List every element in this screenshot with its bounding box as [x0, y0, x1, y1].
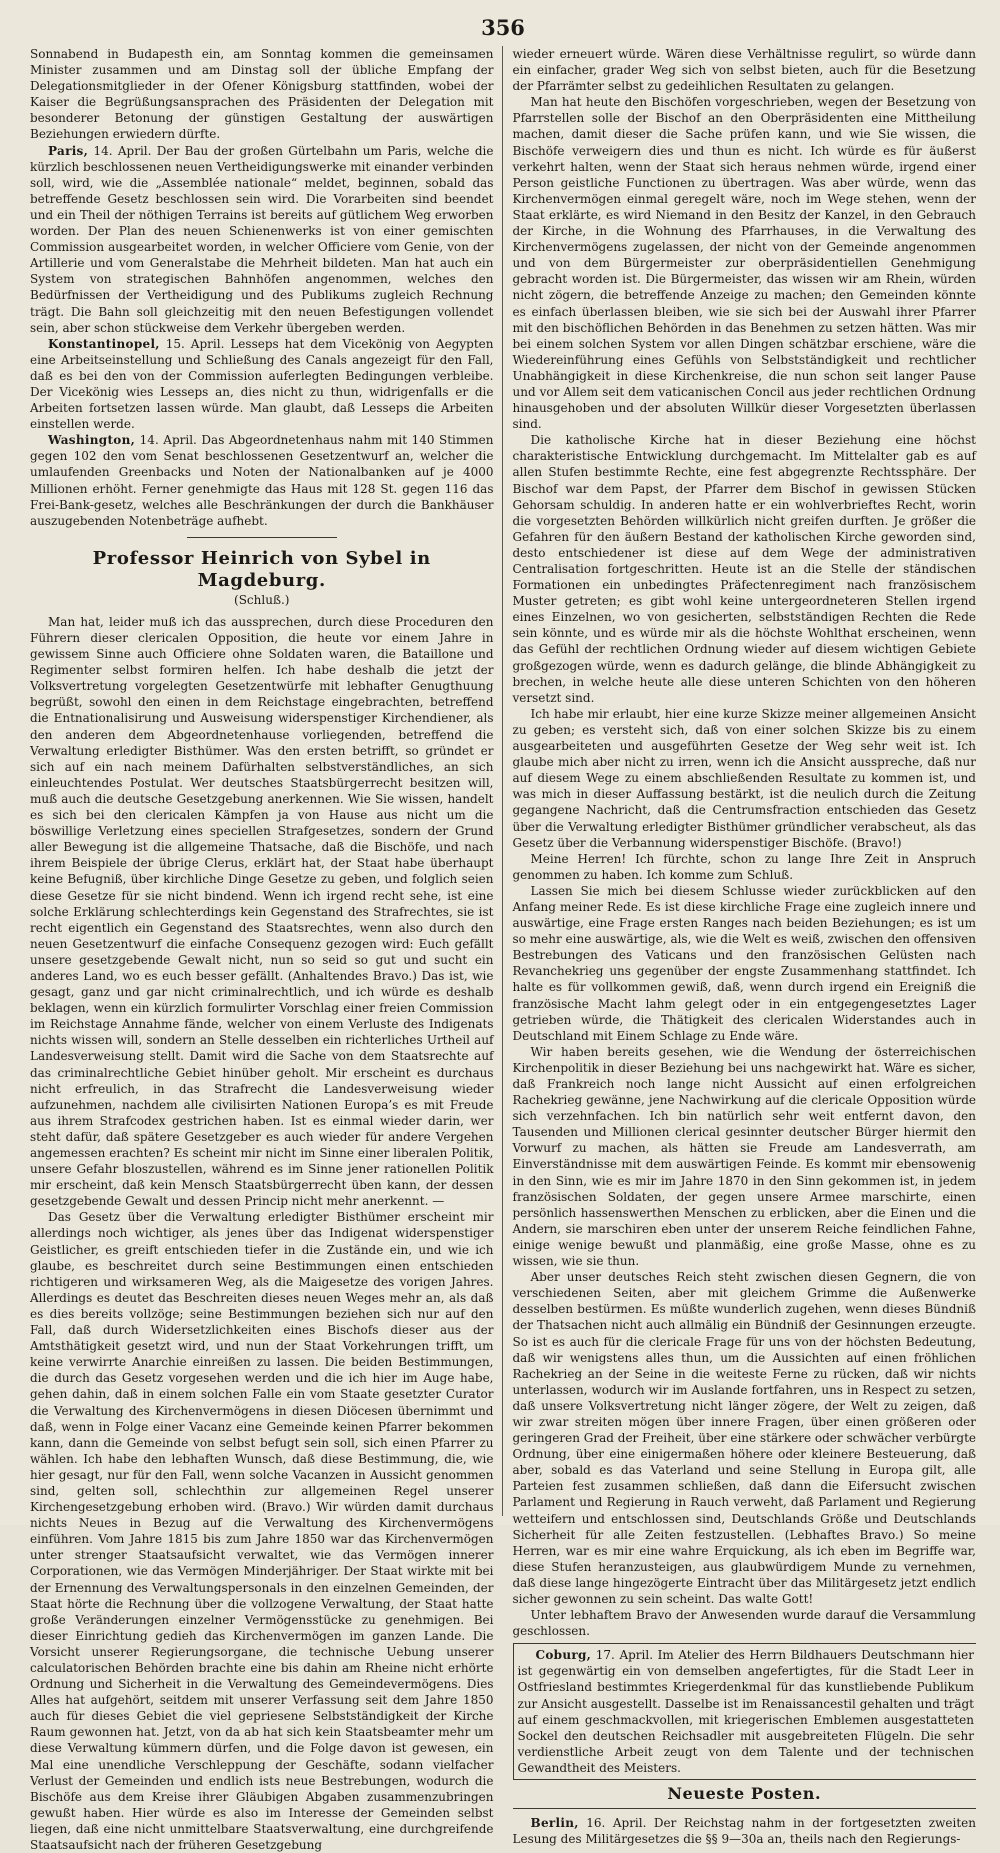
page-number: 356: [481, 15, 525, 40]
article-paragraph: Ich habe mir erlaubt, hier eine kurze Skizze meiner allgemeinen Ansicht zu geben; es versteht sich, daß von einer solchen Skizze bis zu einem ausgearbeiteten und ausgeführten Gesetze der Weg sehr weit ist. Ich glaube mich aber nicht zu irren, wenn ich die Ansicht ausspreche, daß nur auf diesem Wege zu einem abschließenden Resultate zu kommen ist, und was mich in dieser Auffassung bestärkt, ist die neulich durch die Zeitung gegangene Nachricht, daß die Centrumsfraction entschieden das Gesetz über die Verwaltung erledigter Bisthümer gründlicher verabscheut, als das Gesetz über die Verbannung widerspenstiger Bischöfe. (Bravo!): [512, 706, 976, 850]
paris-item: [30, 143, 494, 336]
news-section-title: Neueste Posten.: [667, 1784, 822, 1804]
washington-text: 14. April. Das Abgeordnetenhaus nahm mit 140 Stimmen gegen 102 den vom Senat beschlossenen Gesetzentwurf an, welcher die umlaufenden Greenbacks und Noten der Nationalbanken auf je 4000 Millionen erhöht. Ferner genehmigte das Haus mit 128 St. gegen 116 das Frei-Bank-gesetz, welches alle Beschränkungen der durch die Bankhäuser auszugebenden Notenbeträge aufhebt.: [30, 433, 494, 528]
washington-item: [30, 432, 494, 529]
coburg-box: [513, 1643, 977, 1780]
article-paragraph: Aber unser deutsches Reich steht zwischen diesen Gegnern, die von verschiedenen Seiten, aber mit gleichem Grimme die Außenwerke desselben bestürmen. Es müßte wunderlich zugehen, wenn dieses Bündniß der Thatsachen nicht auch allmälig ein Bündniß der Gesinnungen erzeugte. So ist es auch für die clericale Frage für uns von der höchsten Bedeutung, daß wir wenigstens alles thun, um die Aussichten auf einen fröhlichen Rachekrieg an der Seine in die weiteste Ferne zu rücken, daß wir nichts unterlassen, wodurch wir im Auslande fortfahren, uns in Respect zu setzen, daß unsere Volksvertretung nicht länger zögere, der Welt zu zeigen, daß wir zwar streiten mögen über innere Fragen, über einen größeren oder geringeren Grad der Freiheit, über eine stärkere oder schwächer verbürgte Ordnung, über eine einigermaßen höhere oder kleinere Besteuerung, daß aber, sobald es das Vaterland und seine Stellung in Europa gilt, alle Parteien fest zusammen schließen, daß dann die Eifersucht zwischen Parlament und Regierung in Rauch verweht, daß Parlament und Regierung wetteifern und entschlossen sind, Deutschlands Größe und Deutschlands Sicherheit für alle Zeiten festzustellen. (Lebhaftes Bravo.) So meine Herren, war es mir eine wahre Erquickung, als ich eben im Begriffe war, diese Stufen heranzusteigen, aus glaubwürdigem Munde zu vernehmen, daß diese lange hingezögerte Eintracht über das Militärgesetz jetzt endlich sicher gewonnen zu sein scheint. Das walte Gott!: [512, 1270, 976, 1606]
left-column: [30, 46, 502, 1853]
closing-paragraph: Unter lebhaftem Bravo der Anwesenden wurde darauf die Versammlung geschlossen.: [512, 1608, 976, 1639]
article-paragraph: Wir haben bereits gesehen, wie die Wendung der österreichischen Kirchenpolitik in dieser Beziehung bei uns nachgewirkt hat. Wäre es sicher, daß Frankreich noch lange nicht Aussicht auf einen erfolgreichen Rachekrieg gewänne, jene Nachwirkung auf die clericale Opposition würde sich verzehnfachen. Ich bin natürlich sehr weit entfernt davon, den Tausenden und Millionen clerical gesinnter deutscher Bürger hiermit den Vorwurf zu machen, als hätten sie Freude am Landesverrath, am Einverständnisse mit dem auswärtigen Feinde. Es kommt mir ebensowenig in den Sinn, wie es mir im Jahre 1870 in den Sinn gekommen ist, in jedem französischen Soldaten, der gegen unsere Armee marschirte, einen persönlich hassenswerthen Menschen zu erblicken, aber die Einen und die Andern, sie marschiren eben unter der unserem Reiche feindlichen Fahne, einige wenige bewußt und planmäßig, eine große Masse, ohne es zu wissen, wie sie thun.: [512, 1044, 976, 1269]
article-paragraph: Das Gesetz über die Verwaltung erledigter Bisthümer erscheint mir allerdings noch wichtiger, als jenes über das Indigenat widerspenstiger Geistlicher, es greift entschieden tiefer in die Zustände ein, und wie ich glaube, es beschreitet durch seine Bestimmungen einen entschieden richtigeren und wirksameren Weg, als die Maigesetze des vorigen Jahres. Allerdings es deutet das Beschreiten dieses neuen Weges mehr an, als daß es dies bereits vollzöge; seine Bestimmungen beziehen sich nur auf den Fall, daß durch Widersetzlichkeiten eines Bischofs dieser aus der Amtsthätigkeit gesetzt wird, und nun der Staat Vorkehrungen trifft, um keine verwirrte Anarchie einreißen zu lassen. Die beiden Bestimmungen, die durch das Gesetz vorgesehen werden und die ich hier im Auge habe, gehen dahin, daß in einem solchen Falle ein vom Staate gesetzter Curator die Verwaltung des Kirchenvermögens in diesen Diöcesen übernimmt und daß, wenn in Folge einer Vacanz eine Gemeinde keinen Pfarrer bekommen kann, dann die Gemeinde von selbst befugt sein soll, sich einen Pfarrer zu wählen. Ich habe den lebhaften Wunsch, daß diese Bestimmung, die, wie hier gesagt, nur für den Fall, wenn solche Vacanzen in Aussicht genommen sind, gelten soll, schlechthin zur allgemeinen Regel unserer Kirchengesetzgebung erhoben wird. (Bravo.) Wir würden damit durchaus nichts Neues in Bezug auf die Verwaltung des Kirchenvermögens einführen. Vom Jahre 1815 bis zum Jahre 1850 war das Kirchenvermögen unter strenger Staatsaufsicht verwaltet, wie das Vermögen innerer Corporationen, wie das Vermögen Minderjähriger. Der Staat wirkte mit bei der Ernennung des Verwaltungspersonals in den einzelnen Gemeinden, der Staat hörte die Rechnung über die vollzogene Verwaltung, der Staat hatte große Veränderungen einzelner Vermögensstücke zu genehmigen. Bei dieser Einrichtung gedieh das Kirchenvermögen im ganzen Lande. Die Vorsicht unserer Regierungsorgane, die technische Uebung unserer calculatorischen Behörden brachte eine bis dahin am Rheine nicht erhörte Ordnung und Sicherheit in die Verwaltung des Gemeindevermögens. Dies Alles hat aufgehört, seitdem mit unserer Verfassung seit dem Jahre 1850 auch für dieses Gebiet die viel gepriesene Selbstständigkeit der Kirche Raum gewonnen hat. Jetzt, von da ab hat sich kein Staatsbeamter mehr um diese Verwaltung kümmern dürfen, und die Folge davon ist gewesen, ein Mal eine unendliche Verschleppung der Geschäfte, sodann vielfacher Verlust der Gemeinden und endlich ists neue Bestrebungen, wodurch die Bischöfe aus dem Kreise ihrer Gläubigen Abgaben zusammenzubringen gewußt haben. Hier würde es also im Interesse der Gemeinden selbst liegen, daß eine nicht unmittelbare Staatsverwaltung, eine durchgreifende Staatsaufsicht nach der früheren Gesetzgebung: [30, 1210, 494, 1853]
coburg-dateline: Coburg,: [535, 1648, 592, 1663]
article-paragraph: Die katholische Kirche hat in dieser Beziehung eine höchst charakteristische Entwicklung durchgemacht. Im Mittelalter gab es auf allen Stufen bestimmte Rechte, eine fest abgegrenzte Rechtssphäre. Der Bischof war dem Papst, der Pfarrer dem Bischof in gewissen Stücken Gehorsam schuldig. In anderen hatte er ein wohlverbrieftes Recht, worin die vorgesetzten Behörden willkürlich nicht greifen durften. Je größer die Gefahren für den äußern Bestand der katholischen Kirche geworden sind, desto entschiedener ist diese auf dem Wege der administrativen Centralisation fortgeschritten. Heute ist an die Stelle der ständischen Formationen ein unbedingtes Präfectenregiment nach französischem Muster getreten; es gibt wohl keine untergeordneteren Stellen irgend eines Einzelnen, wo von gesicherten, selbstständigen Rechten die Rede sein könnte, und es würde mir als die höchste Wohlthat erscheinen, wenn das Gefühl der rechtlichen Ordnung wieder auf diesem wichtigen Gebiete großgezogen würde, wenn es dadurch gelänge, die blinde Abhängigkeit zu brechen, in welche heute alle diese unteren Schichten von den höheren versetzt sind.: [512, 433, 976, 705]
coburg-text: 17. April. Im Atelier des Herrn Bildhauers Deutschmann hier ist gegenwärtig ein von demselben angefertigtes, für die Stadt Leer in Ostfriesland bestimmtes Kriegerdenkmal für das kunstliebende Publikum zur Ansicht ausgestellt. Dasselbe ist im Renaissancestil gehalten und trägt auf einem geschmackvollen, mit kriegerischen Emblemen ausgestatteten Sockel den deutschen Reichsadler mit ausgebreiteten Flügeln. Die sehr verdienstliche Arbeit zeugt von dem Talente und der technischen Gewandtheit des Meisters.: [517, 1648, 974, 1775]
article-paragraph: Meine Herren! Ich fürchte, schon zu lange Ihre Zeit in Anspruch genommen zu haben. Ich komme zum Schluß.: [512, 851, 976, 882]
paris-text: 14. April. Der Bau der großen Gürtelbahn um Paris, welche die kürzlich beschlossenen neuen Vertheidigungswerke mit einander verbinden soll, wird, wie die „Assemblée nationale“ meldet, beginnen, sobald das betreffende Gesetz beschlossen sein wird. Die Vorarbeiten sind beendet und ein Theil der nöthigen Terrains ist bereits auf gütlichem Weg erworben worden. Der Plan des neuen Schienenwerks ist von einer gemischten Commission ausgearbeitet worden, in welcher Officiere vom Genie, von der Artillerie und vom Generalstabe die Mehrheit bildeten. Man hat auch ein System von strategischen Bahnhöfen angenommen, welches den Bedürfnissen der Vertheidigung und des Publikums zugleich Rechnung trägt. Die Bahn soll gleichzeitig mit den neuen Befestigungen vollendet sein, aber schon stückweise dem Verkehr übergeben werden.: [30, 143, 494, 335]
berlin-text: 16. April. Der Reichstag nahm in der fortgesetzten zweiten Lesung des Militärgesetzes die §§ 9—30a an, theils nach den Regierungs-: [512, 1816, 976, 1847]
article-paragraph: Man hat heute den Bischöfen vorgeschrieben, wegen der Besetzung von Pfarrstellen solle der Bischof an den Oberpräsidenten eine Mittheilung machen, damit dieser die Sache prüfen kann, und wie Sie wissen, die Bischöfe verweigern dies und thun es nicht. Ich würde es für äußerst verkehrt halten, wenn der Staat sich heraus nehmen würde, irgend einer Person geistliche Functionen zu übertragen. Was aber würde, wenn das Kirchenvermögen einmal geregelt wäre, noch im Wege stehen, wenn der Staat erklärte, es wird Niemand in den Besitz der Kanzel, in den Gebrauch der Kirche, in die Wohnung des Pfarrhauses, in die Verwaltung des Kirchenvermögens zugelassen, der nicht von der Gemeinde angenommen und von dem Bürgermeister zur oberpräsidentiellen Genehmigung gebracht worden ist. Die Bürgermeister, das wissen wir am Rhein, würden nicht zögern, die betreffende Anzeige zu machen; den Gemeinden könnte es einfach überlassen bleiben, wie sie sich bei der Auswahl ihrer Pfarrer mit den bischöflichen Behörden in das Benehmen zu setzen hätten. Was mir bei einem solchen System vor allen Dingen schätzbar erschiene, wäre die Wiedereinführung eines Gefühls von Selbstständigkeit und rechtlicher Unabhängigkeit in diese Kirchenkreise, die nun schon seit langer Pause und vor Allem seit dem vaticanischen Concil aus jeder rechtlichen Ordnung hinausgehoben und der absoluten Willkür dieser Vorgesetzten überlassen sind.: [512, 95, 976, 432]
berlin-item: [513, 1815, 977, 1847]
paris-dateline: Paris,: [48, 143, 89, 158]
article-subtitle: (Schluß.): [234, 592, 290, 607]
article-paragraph: Man hat, leider muß ich das aussprechen, durch diese Proceduren den Führern dieser clericalen Opposition, die heute vor einem Jahre in gewissem Sinne auch Officiere ohne Soldaten waren, die Bataillone und Regimenter selbst formiren helfen. Ich habe deshalb die jetzt der Volksvertretung vorgelegten Gesetzentwürfe mit lebhafter Genugthuung begrüßt, sowohl den einen in dem Reichstage eingebrachten, betreffend die Entnationalisirung und Ausweisung widerspenstiger Kirchendiener, als den anderen dem Abgeordnetenhause vorliegenden, betreffend die Verwaltung erledigter Bisthümer. Was den ersten betrifft, so gründet er sich auf ein nach meinem Dafürhalten selbstverständliches, an sich einleuchtendes Postulat. Wer deutsches Staatsbürgerrecht besitzen will, muß auch die deutsche Gesetzgebung anerkennen. Wie Sie wissen, handelt es sich bei den clericalen Kämpfen ja von Hause aus nicht um die böswillige Verletzung eines speciellen Strafgesetzes, sondern der Grund aller Bewegung ist die allgemeine Thatsache, daß die Bischöfe, und nach ihrem Beispiele der übrige Clerus, erklärt hat, der Staat habe überhaupt keine Befugniß, über kirchliche Dinge Gesetze zu geben, und folglich seien diese Gesetze für sie nicht bindend. Wenn ich irgend recht sehe, ist eine solche Erklärung schlechterdings kein Gegenstand des Strafrechtes, sie ist recht eigentlich ein Gegenstand des Staatsrechtes, wenn also durch den neuen Gesetzentwurf die einfache Consequenz gezogen wird: Euch gefällt unsere gesetzgebende Gewalt nicht, nun so seid so gut und sucht ein anderes Land, wo es euch besser gefällt. (Anhaltendes Bravo.) Das ist, wie gesagt, ganz und gar nicht criminalrechtlich, und ich würde es deshalb beklagen, wenn ein kürzlich formulirter Vorschlag einer freien Commission im Reichstage Annahme fände, welcher von einem Verluste des Indigenats nichts wissen will, sondern an Stelle desselben ein richterliches Urtheil auf Landesverweisung stellt. Damit wird die Sache von dem Staatsrechte auf das criminalrechtliche Gebiet hinüber geholt. Mir erscheint es durchaus nicht erfreulich, in das Strafrecht die Landesverweisung wieder aufzunehmen, nachdem alle civilisirten Nationen Europa’s es mit Freude aus ihrem Strafcodex gestrichen haben. Ist es einmal wieder darin, wer steht dafür, daß spätere Gesetzgeber es auch wieder für andere Vergehen angemessen erachten? Es scheint mir nicht im Sinne einer liberalen Politik, unsere Gefahr bloszustellen, während es im Sinne jener rationellen Politik mir erscheint, daß kein Mensch Staatsbürgerrecht üben kann, der dessen gesetzgebende Gewalt und dessen Princip nicht mehr anerkennt. —: [30, 614, 494, 1209]
section-divider: [187, 537, 337, 538]
konstantinopel-dateline: Konstantinopel,: [48, 336, 160, 351]
washington-dateline: Washington,: [48, 433, 136, 448]
article-title: Professor Heinrich von Sybel in Magdeburg.: [92, 547, 431, 591]
coburg-item: [518, 1647, 975, 1776]
news-divider: [513, 1808, 977, 1809]
article-paragraph: wieder erneuert würde. Wären diese Verhältnisse regulirt, so würde dann ein einfacher, grader Weg sich von selbst bieten, auch für die Besetzung der Pfarrämter selbst zu gedeihlichen Resultaten zu gelangen.: [512, 47, 976, 94]
konstantinopel-text: 15. April. Lesseps hat dem Vicekönig von Aegypten eine Arbeitseinstellung und Schließung des Canals angezeigt für den Fall, daß es bei den von der Commission auferlegten Bedingungen verbleibe. Der Vicekönig wies Lesseps an, dies nicht zu thun, widrigenfalls er die Arbeiten fortsetzen lassen würde. Man glaubt, daß Lesseps die Arbeiten einstellen werde.: [30, 336, 494, 432]
columns: [30, 46, 976, 1853]
article-paragraph: Lassen Sie mich bei diesem Schlusse wieder zurückblicken auf den Anfang meiner Rede. Es ist diese kirchliche Frage eine zugleich innere und auswärtige, eine Frage ersten Ranges nach beiden Beziehungen; es ist um so mehr eine auswärtige, als, wie die Welt es weiß, zwischen den offensiven Bestrebungen des Vaticans und den französischen Gelüsten nach Revanchekrieg uns gegenüber der engste Zusammenhang stattfindet. Ich halte es für vollkommen gewiß, daß, wenn durch irgend ein Ereigniß die französische Macht lahm gelegt oder in ein entgegengesetztes Lager getrieben würde, die Thätigkeit des clericalen Widerstandes auch in Deutschland mit Einem Schlage zu Ende wäre.: [512, 883, 976, 1043]
intro-paragraph: Sonnabend in Budapesth ein, am Sonntag kommen die gemeinsamen Minister zusammen und am Dinstag soll der übliche Empfang der Delegationsmitglieder in der Ofener Königsburg stattfinden, wobei der Kaiser die Begrüßungsansprachen des Präsidenten der Delegation mit besonderer Betonung der günstigen Gestaltung der auswärtigen Beziehungen erwiedern dürfte.: [30, 47, 494, 142]
berlin-dateline: Berlin,: [530, 1816, 579, 1831]
right-column: [502, 46, 977, 1847]
konstantinopel-item: [30, 336, 494, 433]
